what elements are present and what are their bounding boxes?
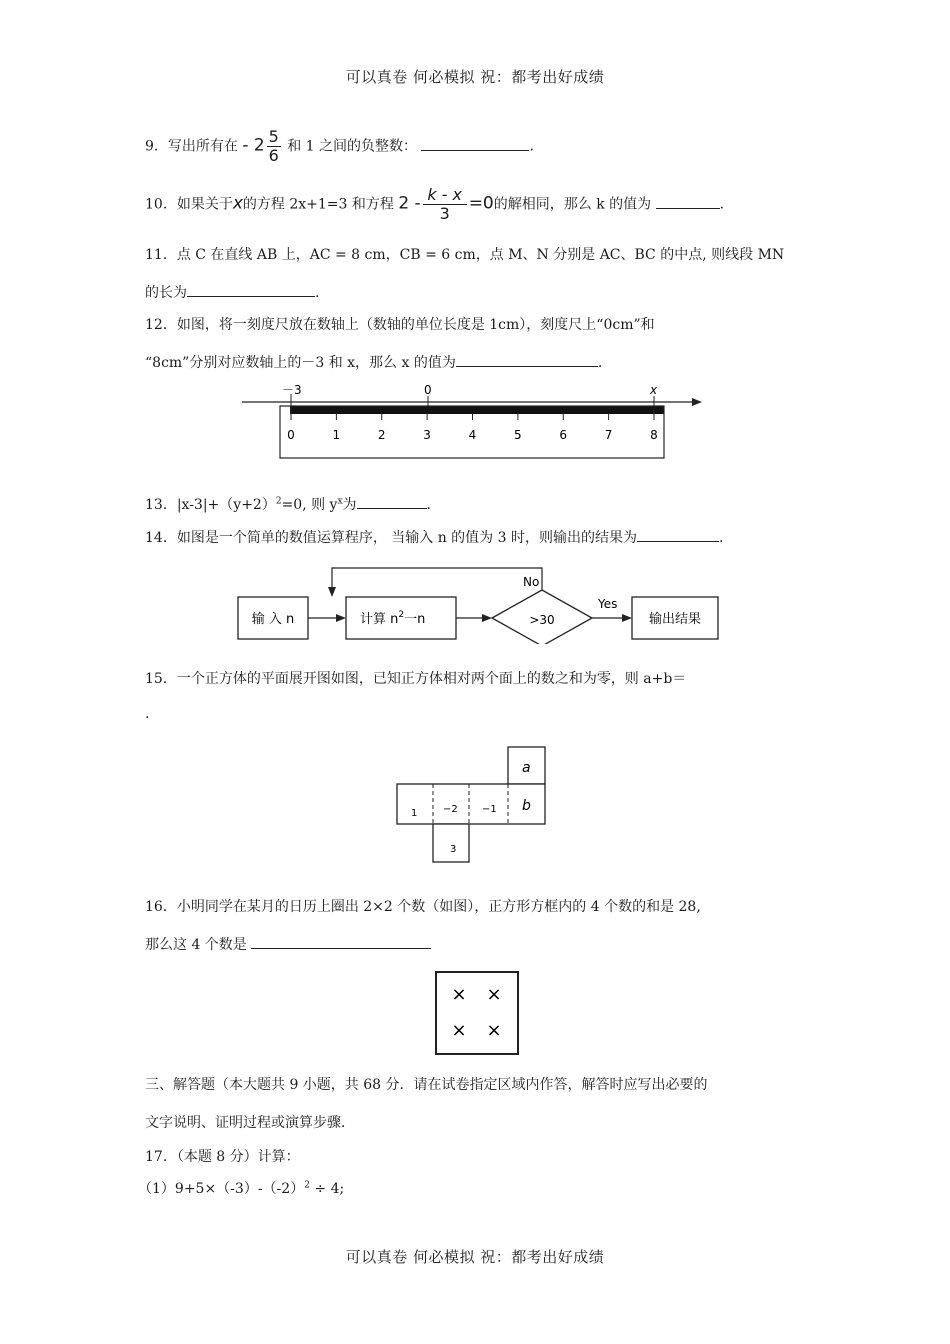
question-15-line1: 15．一个正方体的平面展开图如图，已知正方体相对两个面上的数之和为零，则 a+b＝: [145, 671, 687, 687]
q10-p3: 的解相同，那么 k 的值为: [493, 196, 652, 213]
section-3-line1: 三、解答题（本大题共 9 小题，共 68 分．请在试卷指定区域内作答，解答时应写出必要的: [145, 1077, 708, 1093]
question-11-line2: [145, 282, 815, 302]
question-12-line1: 12．如图，将一刻度尺放在数轴上（数轴的单位长度是 1cm），刻度尺上“0cm”和: [145, 317, 655, 333]
answer-blank-16[interactable]: [251, 934, 431, 949]
calendar-frame: [436, 972, 518, 1054]
axis-label-x: x: [650, 383, 658, 397]
net-label-b: b: [522, 798, 531, 814]
q9-mixed-int: - 2: [242, 135, 265, 156]
arrow-down-icon: [328, 587, 336, 597]
q11-end: .: [315, 285, 320, 301]
question-10: [145, 186, 815, 223]
q10-end: .: [719, 196, 725, 213]
ruler-top-band: [290, 406, 664, 414]
answer-blank-13[interactable]: [357, 494, 427, 509]
q13-exp-x: x: [337, 496, 343, 507]
ruler-tick-label: 8: [650, 428, 658, 442]
section-3-line2: 文字说明、证明过程或演算步骤．: [145, 1115, 355, 1131]
q10-p1: 10．如果关于: [145, 196, 233, 213]
loop-line: [332, 568, 542, 592]
yes-label: Yes: [598, 597, 618, 611]
calendar-mark: ×: [486, 984, 502, 1005]
flowchart: [236, 562, 722, 644]
ruler-tick-label: 2: [377, 428, 386, 442]
ruler-figure: [240, 380, 710, 462]
answer-blank-10[interactable]: [656, 194, 720, 209]
calendar-square-figure: [434, 970, 522, 1058]
ruler-tick-label: 4: [468, 428, 477, 442]
compute-label: 计算 $n^2$一n: [360, 610, 426, 627]
q11-line2-text: 的长为: [145, 285, 187, 301]
q10-num: k - x: [427, 185, 463, 204]
question-17-title: 17．（本题 8 分）计算：: [145, 1149, 300, 1165]
answer-blank-14[interactable]: [637, 527, 719, 542]
page-header: 可以真卷 何必模拟 祝：都考出好成绩: [345, 68, 605, 86]
question-16-line2: [145, 934, 815, 954]
question-11-line1: 11．点 C 在直线 AB 上，AC = 8 cm，CB = 6 cm，点 M、N 分别是 AC、BC 的中点, 则线段 MN: [145, 247, 785, 263]
net-label-a: a: [522, 760, 531, 776]
q9-prefix: 9．写出所有在: [145, 138, 238, 155]
ruler-ticks: [287, 414, 658, 442]
q9-num: 5: [268, 127, 279, 146]
net-label-1: 1: [411, 808, 418, 819]
page-footer: 可以真卷 何必模拟 祝：都考出好成绩: [345, 1248, 605, 1266]
q12-line2-text: “8cm”分别对应数轴上的－3 和 x，那么 x 的值为: [145, 355, 456, 371]
axis-label-minus3: －3: [282, 383, 302, 397]
cube-net-figure: [394, 744, 550, 864]
q10-var: x: [232, 193, 243, 214]
ruler-tick-label: 3: [423, 428, 431, 442]
q17-exp: 2: [304, 1180, 310, 1191]
net-label-neg2: −2: [443, 804, 458, 815]
output-label: 输出结果: [648, 612, 702, 627]
calendar-mark: ×: [451, 984, 467, 1005]
axis-label-0: 0: [424, 383, 432, 397]
question-14: [145, 527, 815, 547]
q10-p2: 的方程 2x+1=3 和方程: [242, 196, 394, 213]
q13-end: .: [426, 497, 431, 513]
condition-label: >30: [529, 613, 555, 627]
q13-abs: |x-3|+（y+2）: [176, 497, 276, 513]
question-16-line1: 16．小明同学在某月的日历上圈出 2×2 个数（如图），正方形方框内的 4 个数的和是 28,: [145, 899, 701, 915]
q9-fraction: [267, 128, 281, 165]
ruler-tick-label: 0: [287, 428, 295, 442]
question-17-part1: [138, 1178, 808, 1198]
ruler-tick-label: 5: [514, 428, 522, 442]
calendar-mark: ×: [451, 1020, 467, 1041]
question-15-line2: .: [145, 706, 150, 722]
net-label-3: 3: [450, 844, 457, 855]
ruler-tick-label: 7: [604, 428, 613, 442]
net-label-neg1: −1: [482, 804, 497, 815]
answer-blank-12[interactable]: [456, 352, 598, 367]
q13-exp: 2: [275, 496, 282, 507]
q10-eq: =0: [468, 193, 494, 214]
q10-fraction: [423, 186, 467, 223]
q9-den: 6: [268, 146, 279, 165]
q10-lead: 2 -: [398, 193, 421, 214]
arrow-icon: [482, 614, 492, 622]
answer-blank-9[interactable]: [421, 136, 529, 151]
q17-p2: ÷ 4;: [309, 1181, 345, 1197]
q13-p5: 为: [342, 497, 357, 513]
q9-suffix: 和 1 之间的负整数：: [287, 138, 417, 155]
q17-p1: （1）9+5×（-3）-（-2）: [138, 1181, 305, 1197]
q13-p1: 13．: [145, 497, 177, 513]
question-12-line2: [145, 352, 815, 372]
q14-text: 14．如图是一个简单的数值运算程序， 当输入 n 的值为 3 时，则输出的结果为: [145, 530, 637, 546]
arrow-icon: [622, 614, 632, 622]
question-13: [145, 494, 815, 514]
no-label: No: [523, 575, 540, 589]
ruler-tick-label: 1: [332, 428, 341, 442]
input-label: 输 入 n: [251, 612, 295, 627]
q14-end: .: [719, 530, 724, 546]
q10-den: 3: [439, 204, 450, 223]
net-cell-3: [433, 824, 469, 862]
calendar-mark: ×: [486, 1020, 502, 1041]
ruler-tick-label: 6: [559, 428, 568, 442]
q12-end: .: [597, 355, 603, 371]
q9-end: .: [529, 138, 534, 155]
q13-p3: =0, 则 y: [281, 497, 338, 513]
arrow-icon: [336, 614, 346, 622]
axis-arrow-icon: [692, 398, 702, 406]
answer-blank-11[interactable]: [187, 282, 315, 297]
q16-line2-text: 那么这 4 个数是: [145, 937, 247, 953]
question-9: [145, 128, 815, 165]
